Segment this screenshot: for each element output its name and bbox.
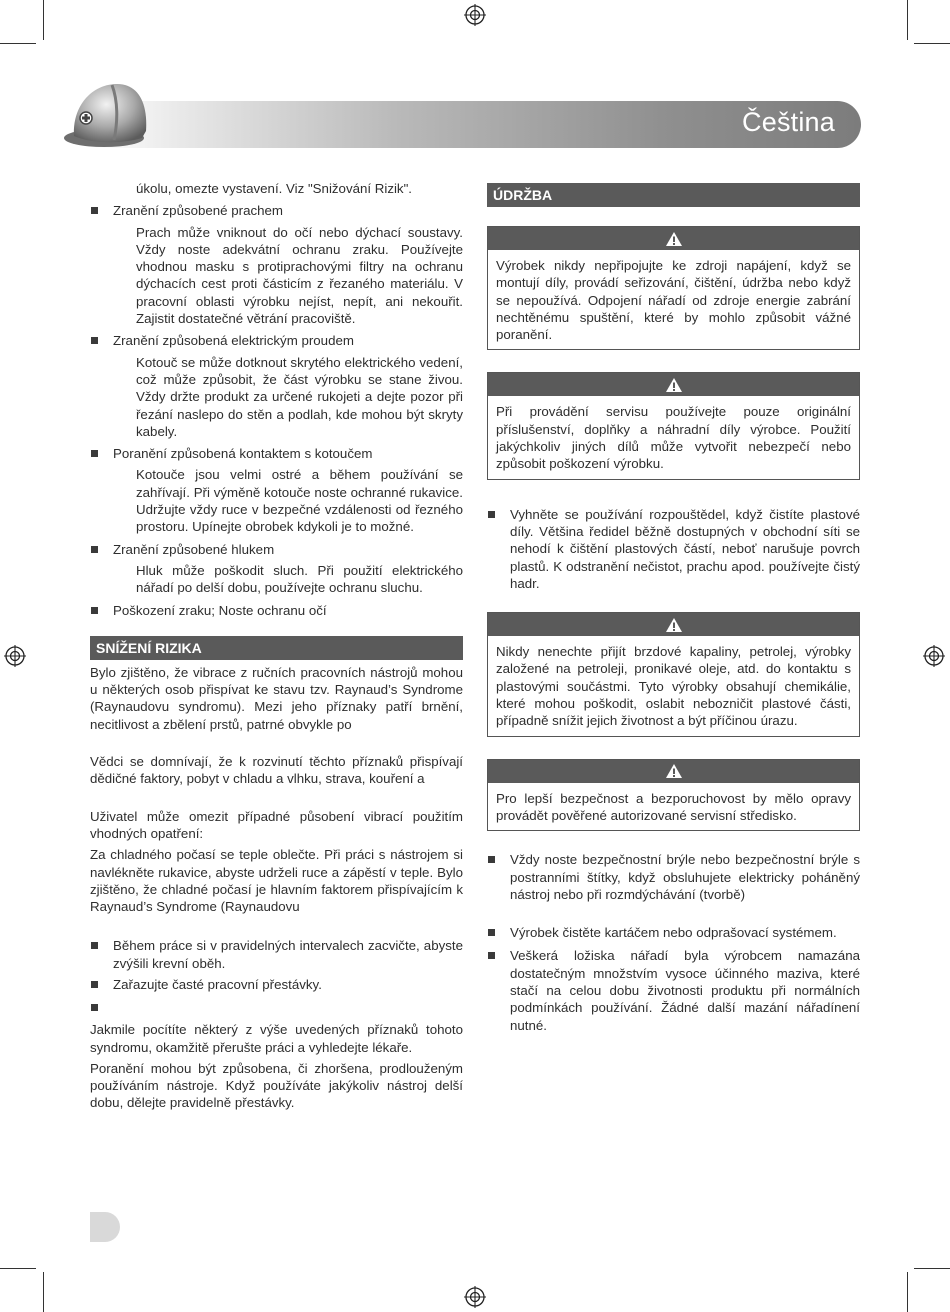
crop-mark [907,0,908,40]
warning-text: Při provádění servisu používejte pouze originální příslušenství, doplňky a náhradní díly výrobce. Použití jakýchkoliv jiných dílů může vytvořit nebezpečí nebo způsobit poškození výrobku. [496,404,851,472]
paragraph: Uživatel může omezit případné působení vibrací použitím vhodných opatření: [90,808,463,841]
warning-box [487,612,860,736]
hazard-text: Hluk může poškodit sluch. Při použití elektrického nářadí po delší dobu, používejte ochranu sluchu. [136,562,463,596]
warning-header [488,373,859,396]
list-item: Zařazujte časté pracovní přestávky. [90,976,463,993]
registration-mark-icon [4,645,26,667]
warning-triangle-icon [665,231,683,247]
section-heading-risk: SNÍŽENÍ RIZIKA [90,636,463,660]
paragraph: Vědci se domnívají, že k rozvinutí těchto příznaků přispívají dědičné faktory, pobyt v chladu a vlhku, strava, kouření a [90,754,463,787]
paragraph: Poranění mohou být způsobena, či zhoršena, prodlouženým používáním nástroje. Když používáte jakýkoliv nástroj delší dobu, dělejte pravidelně přestávky. [90,1060,463,1111]
warning-text: Pro lepší bezpečnost a bezporuchovost by mělo opravy provádět pověřené autorizované servisní středisko. [496,790,851,823]
crop-mark [0,43,36,44]
hazard-title: Zranění způsobená elektrickým proudem [90,332,463,349]
hazard-title: Poranění způsobená kontaktem s kotoučem [90,445,463,462]
warning-header [488,760,859,783]
hazard-text: Kotouč se může dotknout skrytého elektrického vedení, což může způsobit, že část výrobku se stane živou. Vždy držte produkt za určené rukojeti a dejte pozor při řezání naslepo do stěn a podlah, kde mohou být skryty kabely. [136,354,463,439]
crop-mark [914,43,950,44]
warning-header [488,227,859,250]
warning-triangle-icon [665,617,683,633]
list-item: Vyhněte se používání rozpouštědel, když čistíte plastové díly. Většina ředidel běžně dostupných v obchodní síti se nehodí k čištění plastových částí, neboť narušuje povrch plastů. K odstranění nečistot, prachu apod. používejte čistý hadr. [487,506,860,592]
list-item: Veškerá ložiska nářadí byla výrobcem namazána dostatečným množstvím vysoce účinného maziva, které stačí na celou dobu životnosti produktu při normálních podmínkách používání. Žádné další mazání nářadínení nutné. [487,947,860,1033]
registration-mark-icon [464,4,486,26]
registration-mark-icon [464,1286,486,1308]
paragraph: Za chladného počasí se teple oblečte. Při práci s nástrojem si navlékněte rukavice, abyste udrželi ruce a zápěstí v teple. Bylo zjištěno, že chladné počasí je hlavním faktorem přispívajícím k Raynaud’s Syndrome (Raynaudovu [90,847,463,915]
continuation-text: úkolu, omezte vystavení. Viz "Snižování Rizik". [136,181,412,196]
list-item [90,999,463,1016]
warning-box [487,759,860,832]
paragraph: Jakmile pocítíte některý z výše uvedených příznaků tohoto syndromu, okamžitě přerušte práci a vyhledejte lékaře. [90,1022,463,1055]
warning-text: Výrobek nikdy nepřipojujte ke zdroji napájení, když se montují díly, provádí seřizování, čištění, údržba nebo když se nepoužívá. Odpojení nářadí od zdroje energie zabrání nechtěnému spuštění, které by mohlo způsobit vážné poranění. [496,258,851,343]
right-column [487,183,860,1034]
page-number-tab [90,1212,120,1242]
registration-mark-icon [923,645,945,667]
list-item: Během práce si v pravidelných intervalech zacvičte, abyste zvýšili krevní oběh. [90,937,463,972]
warning-triangle-icon [665,763,683,779]
paragraph: Bylo zjištěno, že vibrace z ručních pracovních nástrojů mohou u některých osob přispívat ke stavu tzv. Raynaud’s Syndrome (Raynaudovu syndromu). Mezi jeho příznaky patří brnění, necitlivost a zbělení prstů, patrné obvykle po [90,664,463,732]
eye-protection-item: Poškození zraku; Noste ochranu očí [90,602,463,619]
hazard-text: Prach může vniknout do očí nebo dýchací soustavy. Vždy noste adekvátní ochranu zraku. Používejte vhodnou masku s protiprachovými filtry na ochranu dýchacích cest proti částicím z řezaného materiálu. V pracovní oblasti výrobku nejíst, nepít, ani nekouřit. Zajistit dostatečné větrání pracoviště. [136,224,463,327]
left-column [90,180,463,1112]
list-item: Výrobek čistěte kartáčem nebo odprašovací systémem. [487,924,860,941]
warning-triangle-icon [665,377,683,393]
crop-mark [0,1268,36,1269]
hazard-title: Zranění způsobené prachem [90,202,463,219]
warning-box [487,372,860,479]
crop-mark [43,1272,44,1312]
warning-header [488,613,859,636]
crop-mark [914,1268,950,1269]
warning-text: Nikdy nenechte přijít brzdové kapaliny, petrolej, výrobky založené na petroleji, pronikavé oleje, atd. do kontaktu s plastovými součástmi. Tyto výrobky obsahují chemikálie, které mohou poškodit, oslabit nebozničit plastové části, případně snížit jejich životnost a být příčinou úrazu. [496,644,851,729]
hazard-title: Zranění způsobené hlukem [90,541,463,558]
safety-helmet-icon [62,76,154,154]
list-item: Vždy noste bezpečnostní brýle nebo bezpečnostní brýle s postranními štítky, když obsluhujete elektricky poháněný nástroj nebo při rozmdýchávání (tvorbě) [487,851,860,903]
crop-mark [43,0,44,40]
warning-box [487,226,860,350]
crop-mark [907,1272,908,1312]
language-title: Čeština [742,107,835,137]
section-heading-maintenance: ÚDRŽBA [487,183,860,207]
hazard-text: Kotouče jsou velmi ostré a během používání se zahřívají. Při výměně kotouče noste ochranné rukavice. Udržujte vždy ruce v bezpečné vzdálenosti od řezného prostoru. Upínejte obrobek kdykoli je to možné. [136,467,463,535]
